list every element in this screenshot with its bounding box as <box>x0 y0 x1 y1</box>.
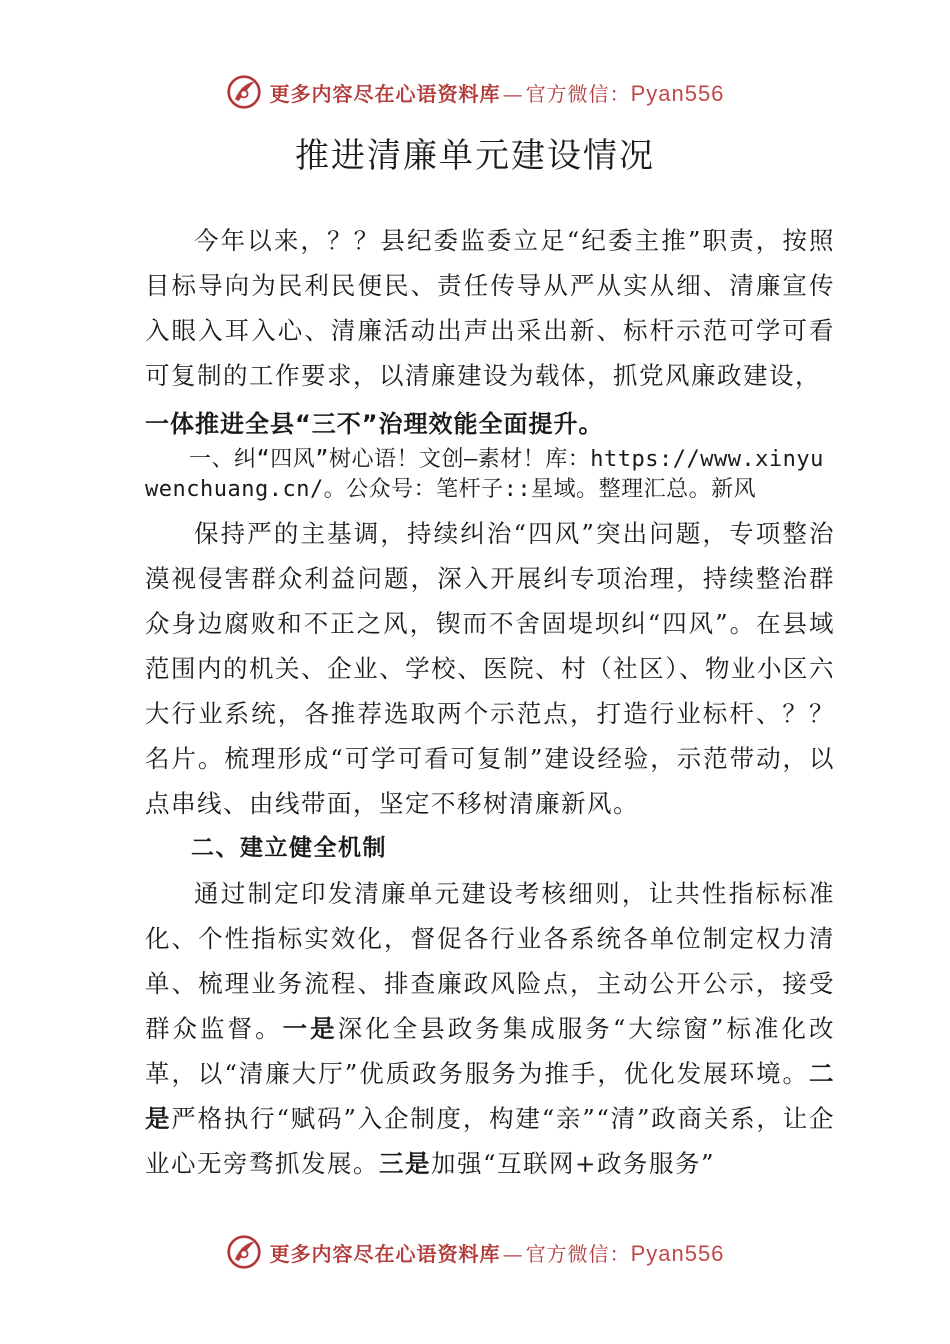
banner-wechat-id: Pyan556 <box>630 1240 725 1266</box>
section2-text-a: 通过制定印发清廉单元建设考核细则，让共性指标标准化、个性指标实效化，督促各行业各系统各单位制定权力清单、梳理业务流程、排查廉政风险点，主动公开公示，接受群众监督。 <box>145 879 835 1043</box>
banner-dash: — <box>502 81 524 106</box>
mark-third: 三是 <box>379 1149 431 1178</box>
document-body <box>145 218 835 1186</box>
section2-text-c: 严格执行“赋码”入企制度，构建“亲”“清”政商关系，让企业心无旁骛抓发展。 <box>145 1104 835 1178</box>
banner-wechat-label: 官方微信： <box>525 1241 631 1266</box>
section2-body <box>145 871 835 1186</box>
banner-library-text: 更多内容尽在心语资料库 <box>269 81 501 106</box>
intro-bold-line: 一体推进全县“三不”治理效能全面提升。 <box>145 410 604 438</box>
section2-text-d: 加强“互联网+政务服务” <box>431 1149 716 1178</box>
banner-wechat-label: 官方微信： <box>525 81 631 106</box>
banner-wechat-id: Pyan556 <box>630 80 725 106</box>
brush-logo-icon <box>226 74 262 110</box>
banner-library-text: 更多内容尽在心语资料库 <box>269 1241 501 1266</box>
section2-heading: 二、建立健全机制 <box>191 835 387 861</box>
section2-text-b: 深化全县政务集成服务“大综窗”标准化改革，以“清廉大厅”优质政务服务为推手，优化发展环境。 <box>145 1014 836 1088</box>
header-watermark-banner <box>0 70 950 114</box>
mark-first: 一是 <box>282 1014 338 1043</box>
section1-heading: 一、纠“四风”树心语！文创—素材！库：https://www.xinyuwenchuang.cn/。公众号：笔杆子::星域。整理汇总。新风 <box>145 447 824 502</box>
document-title: 推进清廉单元建设情况 <box>295 136 655 176</box>
section1-body: 保持严的主基调，持续纠治“四风”突出问题，专项整治漠视侵害群众利益问题，深入开展纠专项治理，持续整治群众身边腐败和不正之风，锲而不舍固堤坝纠“四风”。在县域范围内的机关、企业、学校、医院、村（社区）、物业小区六大行业系统，各推荐选取两个示范点，打造行业标杆、？？名片。梳理形成“可学可看可复制”建设经验，示范带动，以点串线、由线带面，坚定不移树清廉新风。 <box>145 519 835 818</box>
brush-logo-icon <box>226 1234 262 1270</box>
footer-watermark-banner <box>0 1230 950 1274</box>
mark-second: 二是 <box>145 1059 835 1133</box>
intro-paragraph: 今年以来，？？县纪委监委立足“纪委主推”职责，按照目标导向为民利民便民、责任传导从严从实从细、清廉宣传入眼入耳入心、清廉活动出声出采出新、标杆示范可学可看可复制的工作要求，以清廉建设为载体，抓党风廉政建设， <box>145 226 835 390</box>
banner-dash: — <box>502 1241 524 1266</box>
